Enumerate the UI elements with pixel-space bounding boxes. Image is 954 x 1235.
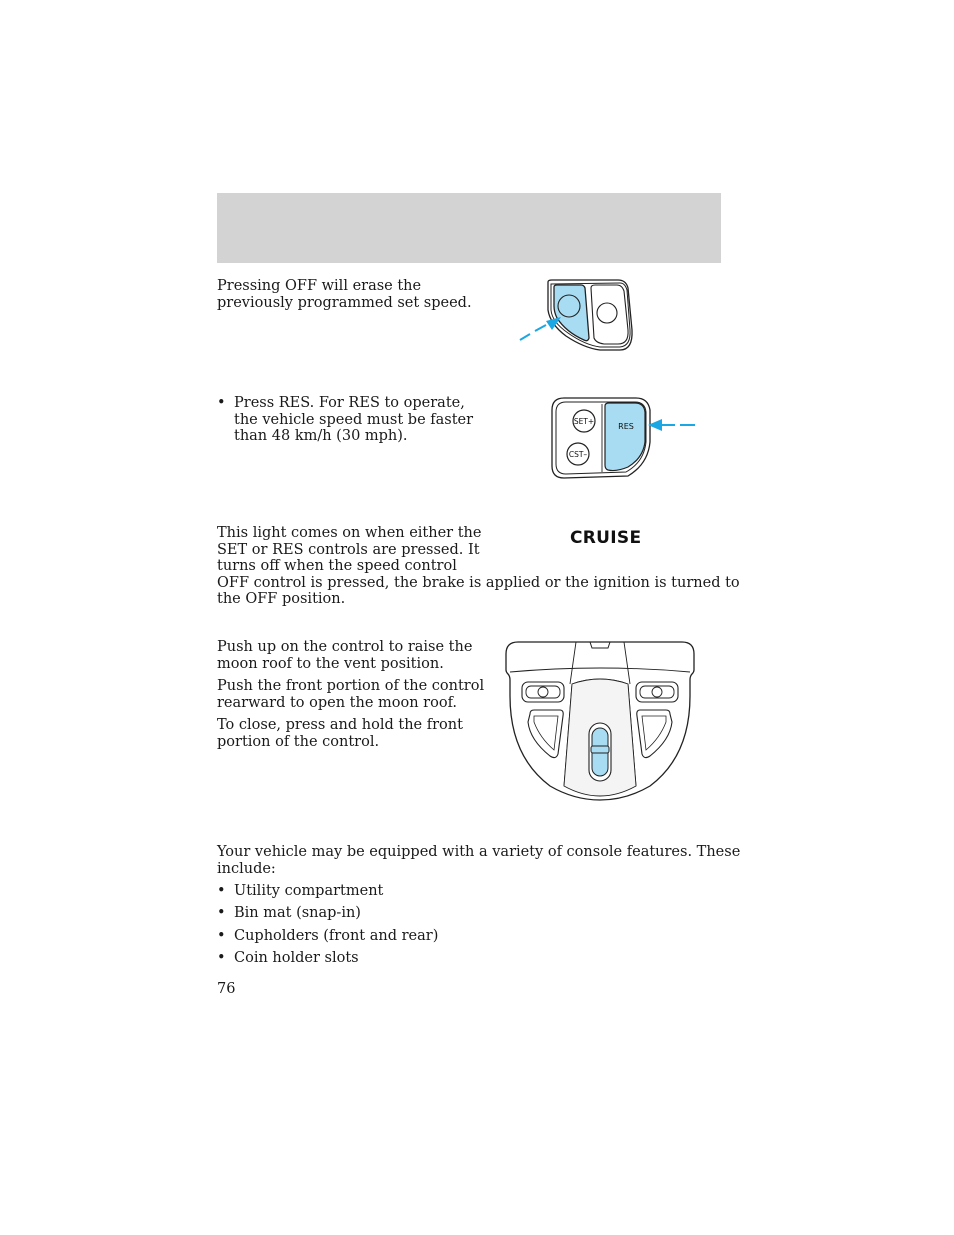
text-line: SET or RES controls are pressed. It <box>217 541 480 558</box>
text-line: the vehicle speed must be faster <box>234 411 474 428</box>
moonroof-p1 <box>217 639 472 672</box>
page-number: 76 <box>217 981 236 997</box>
text-line: portion of the control. <box>217 733 380 750</box>
list-item-text: Coin holder slots <box>234 950 359 966</box>
text-line: Push the front portion of the control <box>217 678 485 694</box>
text-line: than 48 km/h (30 mph). <box>234 428 408 444</box>
moonroof-p3 <box>217 717 463 750</box>
bullet-dot: • <box>217 928 226 944</box>
res-button-label: RES <box>618 422 634 431</box>
text-line: To close, press and hold the front <box>217 717 463 733</box>
text-line: rearward to open the moon roof. <box>217 694 458 711</box>
off-description <box>217 278 472 311</box>
text-line: the OFF position. <box>217 591 346 607</box>
text-line: previously programmed set speed. <box>217 294 472 311</box>
text-line: This light comes on when either the <box>217 525 482 541</box>
list-item-text: Cupholders (front and rear) <box>234 928 439 944</box>
res-button-illustration <box>540 392 710 487</box>
cst-button-label: CST– <box>568 450 588 459</box>
text-line: Your vehicle may be equipped with a variety of console features. These <box>217 844 741 860</box>
text-line: turns off when the speed control <box>217 558 457 574</box>
moonroof-console-illustration <box>500 636 700 806</box>
text-line: include: <box>217 860 276 877</box>
text-line: Press RES. For RES to operate, <box>234 395 465 411</box>
console-intro <box>217 844 740 877</box>
text-line: Pressing OFF will erase the <box>217 278 422 294</box>
bullet-dot: • <box>217 905 226 921</box>
off-button-illustration <box>500 270 650 360</box>
cruise-indicator-label: CRUISE <box>570 528 642 548</box>
cruise-description <box>217 525 740 608</box>
text-line: Push up on the control to raise the <box>217 639 473 655</box>
list-item-text: Bin mat (snap-in) <box>234 905 361 921</box>
header-band <box>217 193 721 263</box>
set-button-label: SET+ <box>573 417 595 426</box>
off-button <box>554 285 589 341</box>
bullet-dot: • <box>217 883 226 899</box>
bullet-dot: • <box>217 395 226 411</box>
text-line: moon roof to the vent position. <box>217 655 444 672</box>
bullet-dot: • <box>217 950 226 966</box>
list-item-text: Utility compartment <box>234 883 384 899</box>
moonroof-p2 <box>217 678 484 711</box>
text-line: OFF control is pressed, the brake is applied or the ignition is turned to <box>217 574 740 591</box>
